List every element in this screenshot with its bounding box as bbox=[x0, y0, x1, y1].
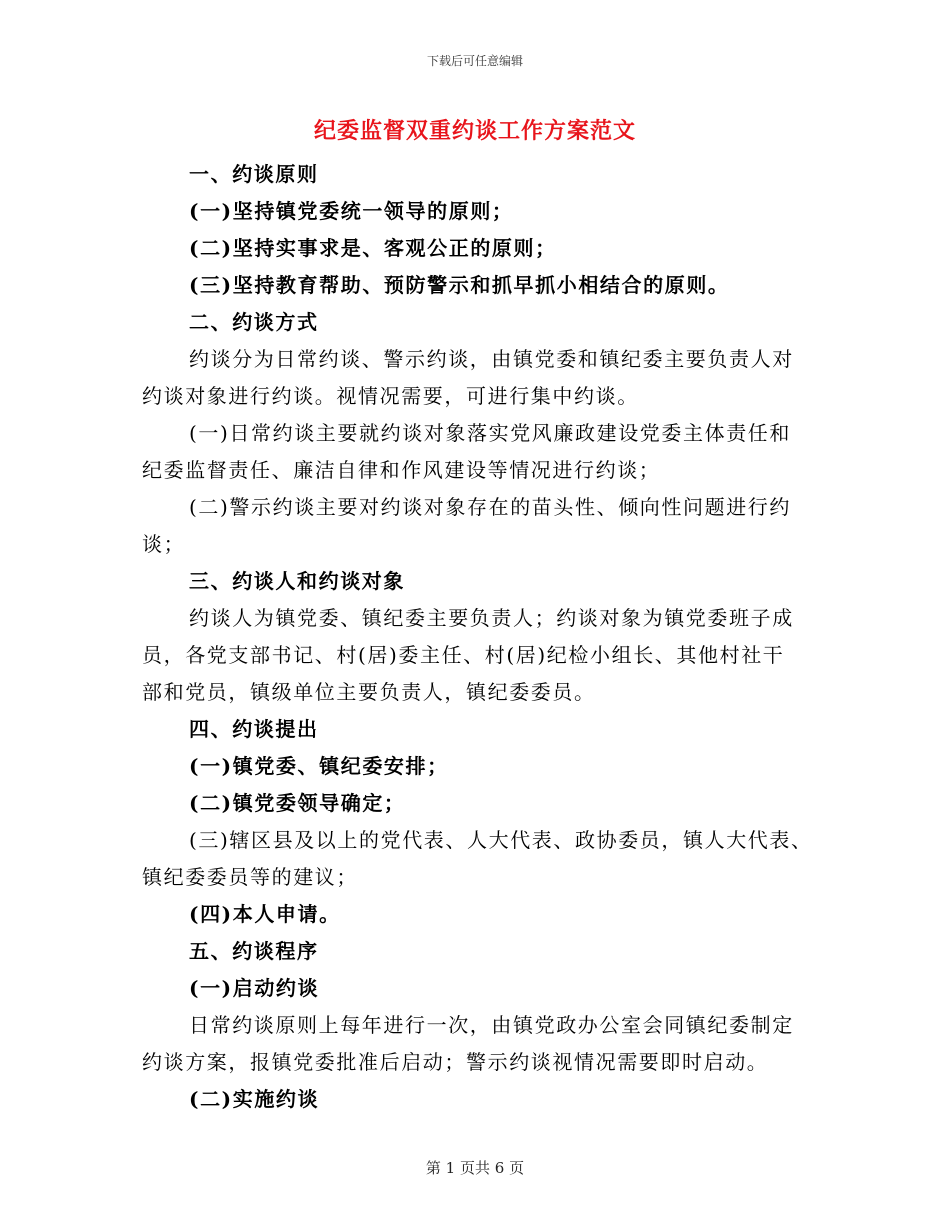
proposal-item-4: (四)本人申请。 bbox=[189, 902, 341, 926]
paragraph-line: (一)日常约谈主要就约谈对象落实党风廉政建设党委主体责任和 bbox=[189, 421, 792, 445]
proposal-item-1: (一)镇党委、镇纪委安排； bbox=[189, 754, 449, 778]
section-heading-3: 三、约谈人和约谈对象 bbox=[189, 569, 405, 593]
section-heading-2: 二、约谈方式 bbox=[189, 310, 319, 334]
section-heading-4: 四、约谈提出 bbox=[189, 717, 319, 741]
principle-item-1: (一)坚持镇党委统一领导的原则； bbox=[189, 199, 514, 223]
section-heading-1: 一、约谈原则 bbox=[189, 162, 319, 186]
page-header-note: 下载后可任意编辑 bbox=[426, 54, 523, 68]
paragraph-line: 谈； bbox=[142, 532, 186, 556]
paragraph-line: 镇纪委委员等的建议； bbox=[142, 865, 358, 889]
principle-item-3: (三)坚持教育帮助、预防警示和抓早抓小相结合的原则。 bbox=[189, 273, 730, 297]
paragraph-line: 日常约谈原则上每年进行一次，由镇党政办公室会同镇纪委制定 bbox=[189, 1013, 794, 1037]
principle-item-2: (二)坚持实事求是、客观公正的原则； bbox=[189, 236, 557, 260]
paragraph-line: 部和党员，镇级单位主要负责人，镇纪委委员。 bbox=[142, 680, 596, 704]
paragraph-line: (三)辖区县及以上的党代表、人大代表、政协委员，镇人大代表、 bbox=[189, 828, 813, 852]
procedure-item-2: (二)实施约谈 bbox=[189, 1087, 320, 1111]
paragraph-line: 约谈方案，报镇党委批准后启动；警示约谈视情况需要即时启动。 bbox=[142, 1050, 769, 1074]
page-footer-number: 第 1 页共 6 页 bbox=[425, 1159, 525, 1177]
procedure-item-1: (一)启动约谈 bbox=[189, 976, 320, 1000]
section-heading-5: 五、约谈程序 bbox=[189, 939, 319, 963]
paragraph-line: (二)警示约谈主要对约谈对象存在的苗头性、倾向性问题进行约 bbox=[189, 495, 792, 519]
paragraph-line: 约谈人为镇党委、镇纪委主要负责人；约谈对象为镇党委班子成 bbox=[189, 606, 794, 630]
paragraph-line: 约谈对象进行约谈。视情况需要，可进行集中约谈。 bbox=[142, 384, 639, 408]
paragraph-line: 约谈分为日常约谈、警示约谈，由镇党委和镇纪委主要负责人对 bbox=[189, 347, 794, 371]
paragraph-line: 纪委监督责任、廉洁自律和作风建设等情况进行约谈； bbox=[142, 458, 661, 482]
document-title: 纪委监督双重约谈工作方案范文 bbox=[313, 118, 636, 144]
paragraph-line: 员，各党支部书记、村(居)委主任、村(居)纪检小组长、其他村社干 bbox=[142, 643, 785, 667]
proposal-item-2: (二)镇党委领导确定； bbox=[189, 791, 406, 815]
document-body bbox=[142, 156, 813, 1118]
